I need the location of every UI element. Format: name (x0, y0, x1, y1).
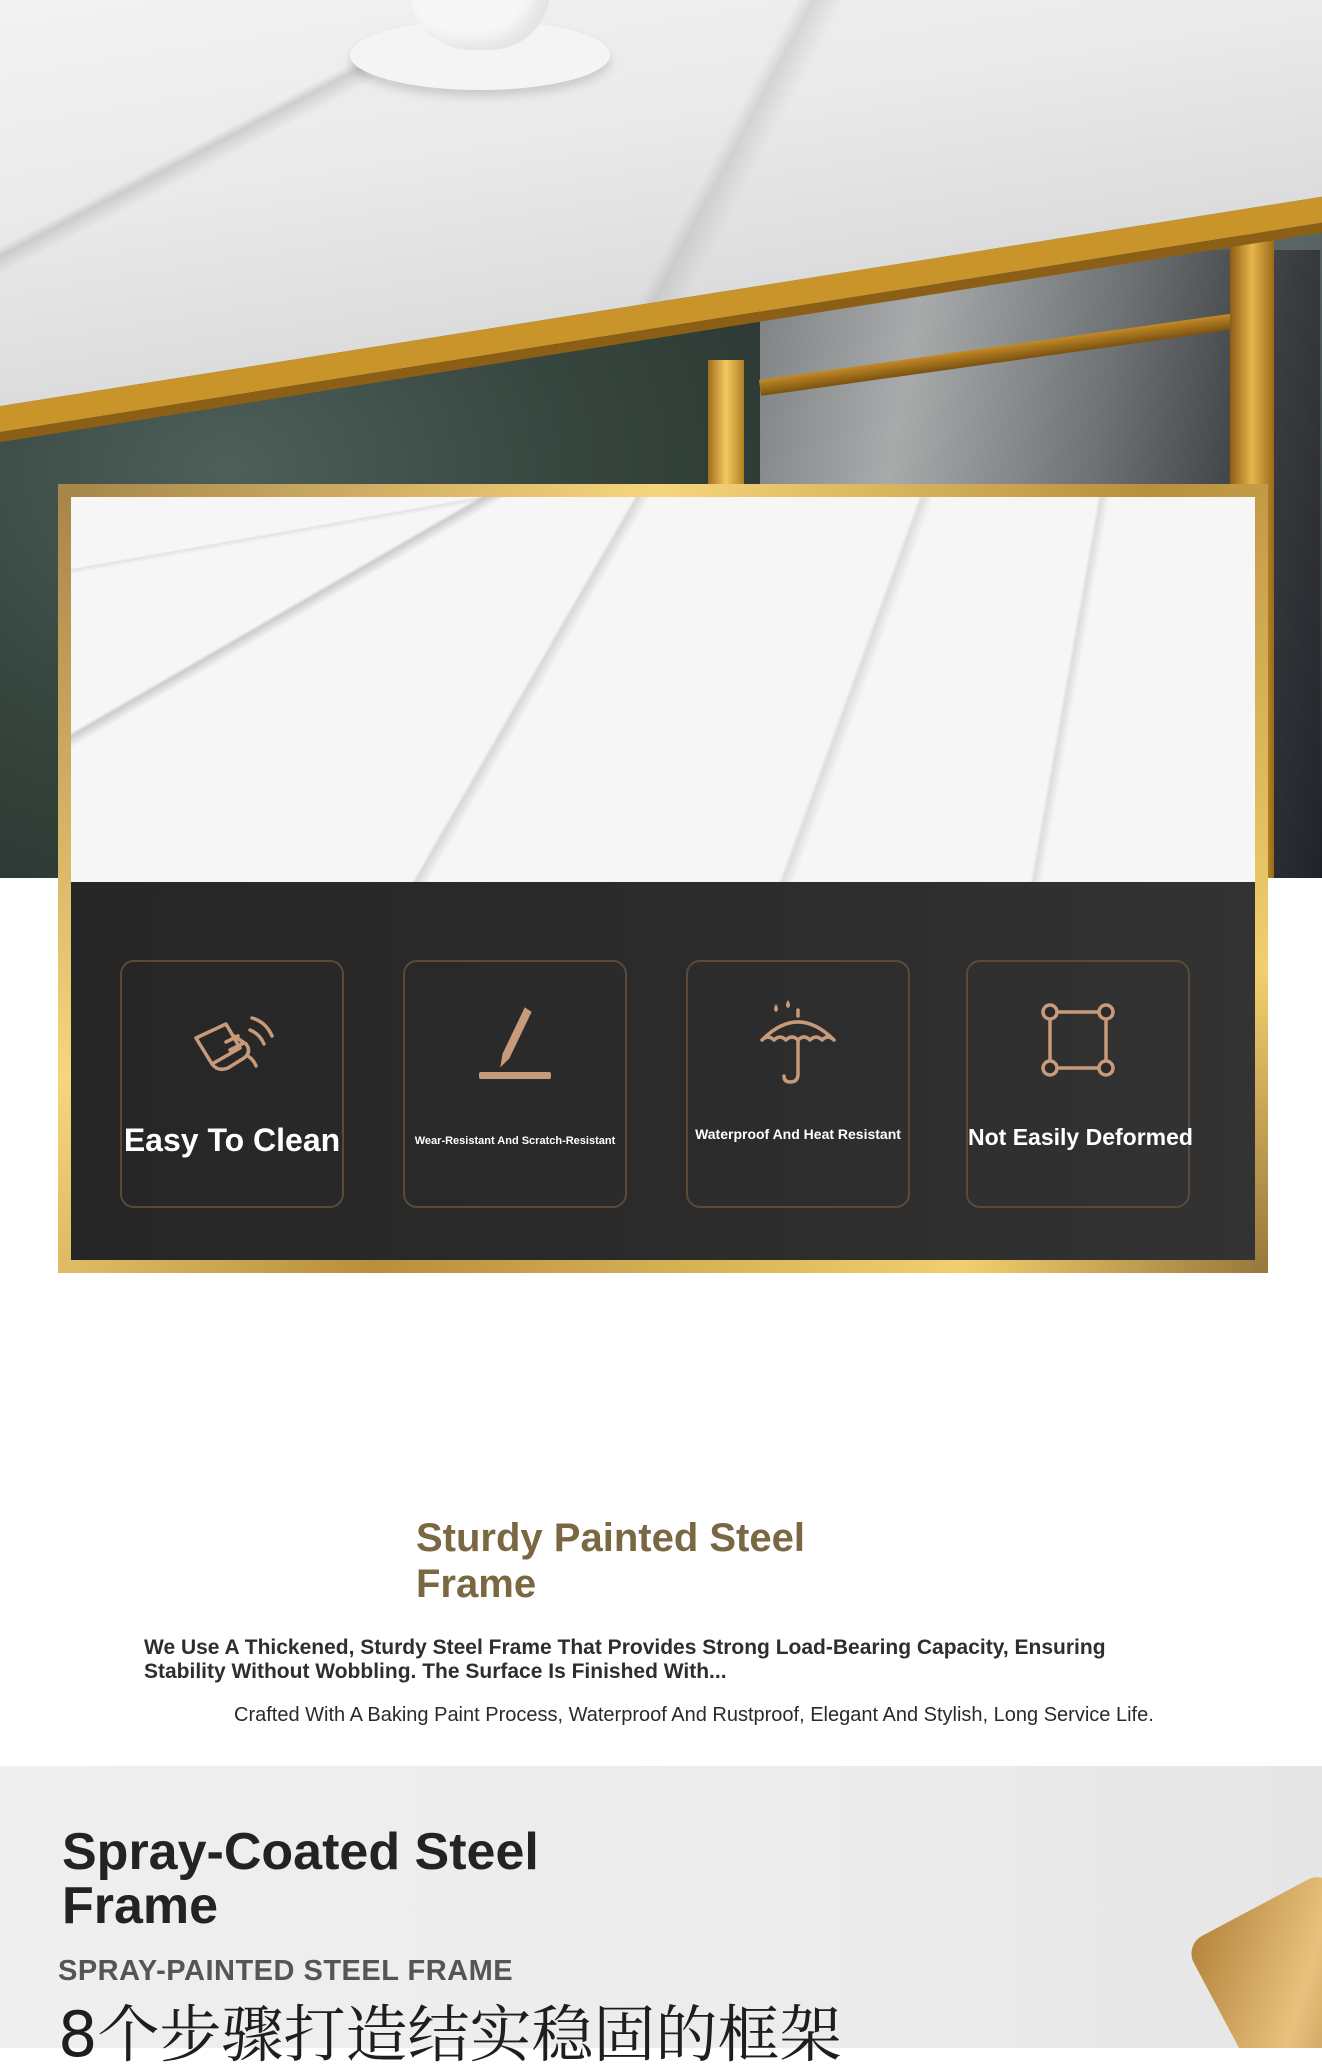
umbrella-icon (748, 1000, 848, 1090)
spray-chinese-caption: 8个步骤打造结实稳固的框架 (58, 1998, 842, 2071)
feature-card-waterproof (686, 960, 910, 1208)
features-panel (71, 882, 1255, 1273)
feature-card-easy-clean (120, 960, 344, 1208)
section-title-steel-frame: Sturdy Painted Steel Frame (416, 1516, 805, 1606)
scratch-needle-icon (465, 1000, 565, 1090)
feature-label: Not Easily Deformed (968, 1124, 1193, 1150)
feature-card-not-deformed (966, 960, 1193, 1208)
feature-label: Wear-Resistant And Scratch-Resistant (414, 1135, 616, 1147)
feature-label: Easy To Clean (123, 1122, 341, 1158)
feature-frame (58, 484, 1268, 1273)
feature-label: Waterproof And Heat Resistant (695, 1126, 901, 1142)
steel-frame-description: We Use A Thickened, Sturdy Steel Frame That Provides Strong Load-Bearing Capacity, Ensuring Stability Without Wobbling. The Surface Is Finished With... (144, 1636, 1106, 1683)
hand-wipe-icon (182, 1000, 282, 1090)
feature-card-scratch-resistant (403, 960, 627, 1208)
gold-frame-detail-image (1184, 1870, 1322, 2048)
square-frame-icon (1028, 1000, 1128, 1090)
section-title-spray-coated: Spray-Coated Steel Frame (62, 1823, 539, 1935)
spray-subtitle: SPRAY-PAINTED STEEL FRAME (58, 1955, 514, 1987)
coffee-cup (350, 0, 610, 100)
marble-texture (71, 497, 1255, 882)
steel-frame-detail: Crafted With A Baking Paint Process, Waterproof And Rustproof, Elegant And Stylish, Long Service Life. (234, 1704, 1154, 1726)
